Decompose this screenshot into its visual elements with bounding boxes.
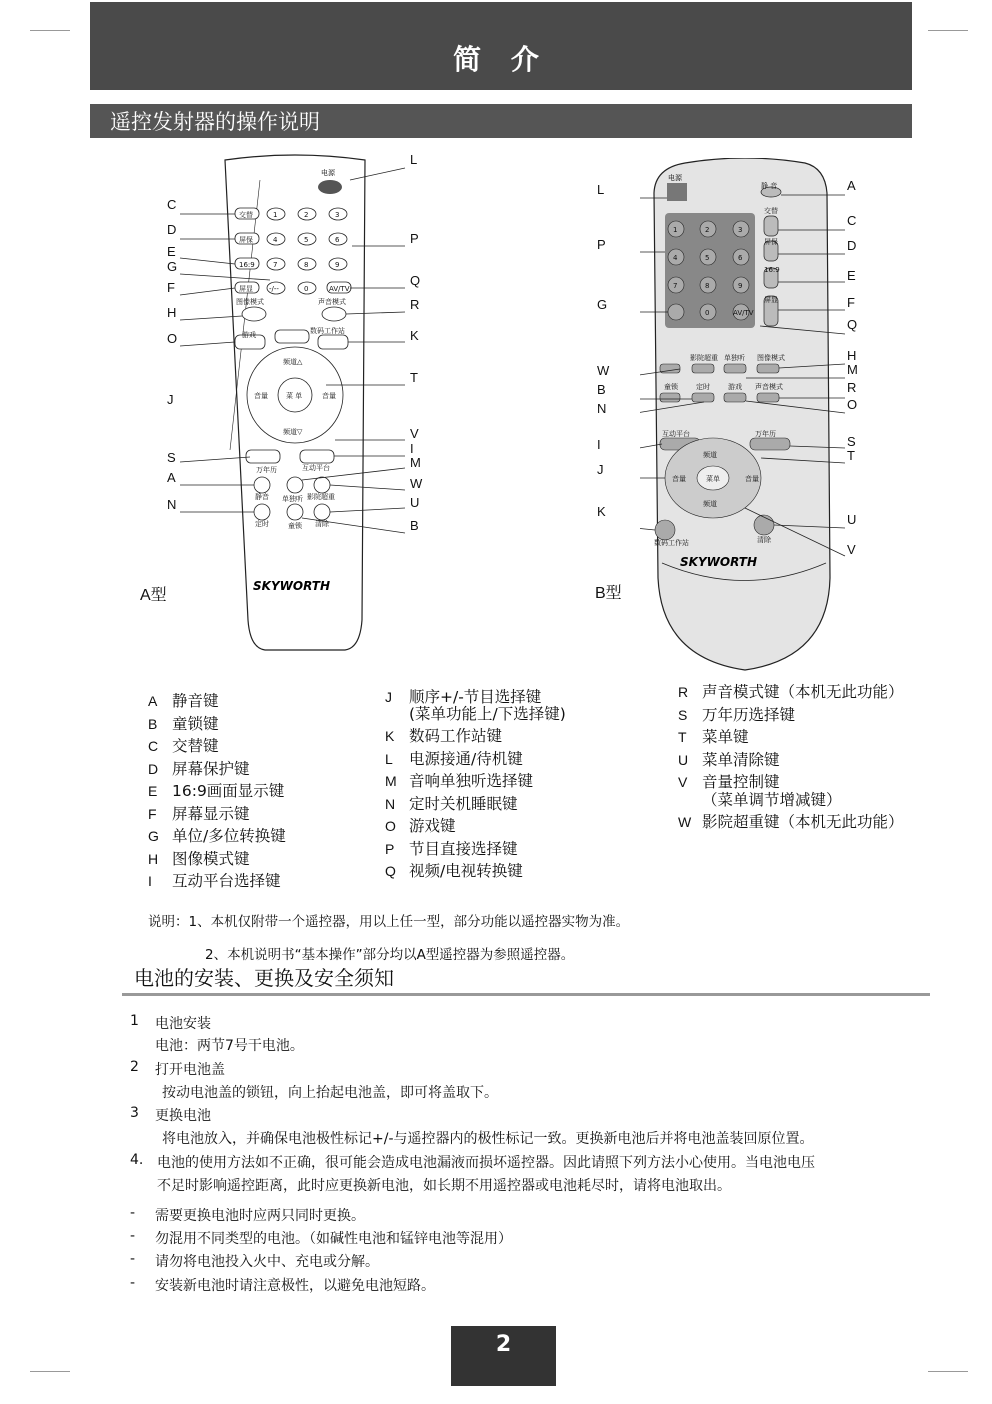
battery-item-4-line-2: 不足时影响遥控距离，此时应更换新电池，如长期不用遥控器或电池耗尽时，请将电池取出。 [157,1178,731,1194]
legend-item: F 屏幕显示键 [148,804,250,823]
svg-text:频道▽: 频道▽ [283,428,303,436]
legend-item: I 互动平台选择键 [148,872,281,890]
svg-text:音量: 音量 [672,475,686,483]
svg-text:7: 7 [273,261,278,269]
battery-item-2-text: 按动电池盖的锁钮，向上抬起电池盖，即可将盖取下。 [162,1085,498,1101]
svg-text:1: 1 [673,226,678,234]
svg-text:清除: 清除 [315,520,329,528]
legend-item: R 声音模式键（本机无此功能） [678,683,904,701]
svg-text:电源: 电源 [668,174,682,182]
legend-col-3 [678,681,904,834]
legend-item: P 节目直接选择键 [385,839,518,858]
battery-item-1-title: 电池安装 [155,1016,211,1032]
crop-mark-br [928,1371,968,1372]
remote-b-diagram [640,158,850,678]
svg-text:2: 2 [304,211,309,219]
legend-item: (菜单功能上/下选择键) [409,704,566,723]
remote-a-caption: A型 [140,587,167,604]
svg-text:4: 4 [273,236,278,244]
svg-text:AV/TV: AV/TV [733,309,754,317]
battery-item-2-num: 2 [130,1059,139,1075]
svg-text:6: 6 [335,236,340,244]
svg-text:声音模式: 声音模式 [755,383,783,391]
svg-text:0: 0 [705,309,710,317]
svg-text:0: 0 [304,285,309,293]
legend-item: D 屏幕保护键 [148,759,250,778]
svg-text:6: 6 [738,254,743,262]
legend-item: Q 视频/电视转换键 [385,862,523,880]
legend-item: B 童锁键 [148,714,219,733]
section-title-battery: 电池的安装、更换及安全须知 [134,966,394,990]
battery-item-3-title: 更换电池 [155,1108,211,1124]
crop-mark-tl [30,30,70,31]
legend-item: G 单位/多位转换键 [148,827,286,845]
svg-text:互动平台: 互动平台 [662,430,690,438]
legend-item: （菜单调节增减键） [702,790,842,809]
svg-text:影院超重: 影院超重 [307,493,335,501]
svg-text:屏保: 屏保 [764,238,778,246]
page-header [90,2,912,90]
remote-a-brand: SKYWORTH [253,579,330,593]
battery-bullet-4: 安装新电池时请注意极性，以避免电池短路。 [155,1278,435,1294]
battery-bullet-mark: - [130,1205,136,1221]
svg-text:童锁: 童锁 [664,383,678,391]
svg-text:音量: 音量 [254,392,268,400]
legend-item: K 数码工作站键 [385,727,503,745]
svg-text:2: 2 [705,226,710,234]
legend-item: S 万年历选择键 [678,705,796,724]
legend-item: C 交替键 [148,737,219,755]
legend-item: N 定时关机睡眠键 [385,794,518,813]
svg-text:游戏: 游戏 [728,383,742,391]
svg-text:5: 5 [705,254,710,262]
svg-text:菜 单: 菜 单 [286,392,303,400]
battery-item-4-line-1: 电池的使用方法如不正确，很可能会造成电池漏液而损坏遥控器。因此请照下列方法小心使用。当电池电压 [157,1155,815,1171]
svg-text:频道: 频道 [703,500,717,508]
legend-col-1 [148,690,286,893]
battery-bullet-mark: - [130,1228,136,1244]
battery-item-3-text: 将电池放入，并确保电池极性标记+/-与遥控器内的极性标记一致。更换新电池后并将电池盖装回原位置。 [162,1131,814,1147]
svg-text:16:9: 16:9 [239,261,255,269]
svg-text:声音模式: 声音模式 [318,298,346,306]
svg-text:万年历: 万年历 [256,466,277,474]
remote-a-power-label: 电源 [321,169,335,177]
svg-text:单独听: 单独听 [724,354,745,362]
svg-text:数码工作站: 数码工作站 [310,327,345,335]
remote-b-caption: B型 [595,585,622,602]
svg-text:图像模式: 图像模式 [757,354,785,362]
legend-item: L 电源接通/待机键 [385,749,523,768]
crop-mark-bl [30,1371,70,1372]
page-number: 2 [451,1326,556,1386]
svg-text:音量: 音量 [322,392,336,400]
legend-item: V 音量控制键 [678,773,780,791]
svg-text:5: 5 [304,236,309,244]
note-1: 说明：1、本机仅附带一个遥控器，用以上任一型，部分功能以遥控器实物为准。 [148,914,630,930]
svg-text:频道: 频道 [703,451,717,459]
svg-text:定时: 定时 [255,520,269,528]
remote-a-diagram [150,150,440,655]
svg-text:9: 9 [335,261,340,269]
battery-item-4-num: 4. [130,1152,144,1168]
svg-text:3: 3 [335,211,340,219]
legend-item: M 音响单独听选择键 [385,772,534,790]
svg-text:1: 1 [273,211,278,219]
legend-item: O 游戏键 [385,817,456,835]
battery-bullet-mark: - [130,1275,136,1291]
svg-text:静音: 静音 [255,493,269,501]
svg-text:屏显: 屏显 [239,285,253,293]
battery-item-1-text: 电池：两节7号干电池。 [155,1038,304,1054]
svg-text:数码工作站: 数码工作站 [654,539,689,547]
svg-text:交替: 交替 [239,211,253,219]
battery-bullet-3: 请勿将电池投入火中、充电或分解。 [155,1254,379,1270]
remote-a-power-button[interactable] [318,180,342,194]
section-divider [122,993,930,996]
svg-text:3: 3 [738,226,743,234]
battery-item-2-title: 打开电池盖 [155,1062,225,1078]
svg-text:音量: 音量 [745,475,759,483]
svg-text:频道△: 频道△ [283,358,303,366]
svg-text:游戏: 游戏 [242,331,256,339]
battery-bullet-1: 需要更换电池时应两只同时更换。 [155,1208,365,1224]
battery-bullet-mark: - [130,1251,136,1267]
svg-text:4: 4 [673,254,678,262]
svg-text:清除: 清除 [757,536,771,544]
legend-item: U 菜单清除键 [678,750,780,769]
svg-text:单独听: 单独听 [282,495,303,503]
svg-text:AV/TV: AV/TV [329,285,350,293]
battery-item-3-num: 3 [130,1105,139,1121]
svg-text:影院超重: 影院超重 [690,354,718,362]
svg-text:交替: 交替 [764,207,778,215]
section-title-remote: 遥控发射器的操作说明 [90,104,912,138]
svg-text:菜单: 菜单 [706,475,720,483]
svg-text:屏显: 屏显 [764,296,778,304]
remote-b-brand: SKYWORTH [680,555,757,569]
svg-text:8: 8 [705,282,710,290]
svg-text:万年历: 万年历 [755,430,776,438]
svg-text:图像模式: 图像模式 [236,298,264,306]
legend-item: A 静音键 [148,692,219,710]
svg-text:屏保: 屏保 [239,236,253,244]
page-title: 简 介 [453,43,549,76]
svg-text:8: 8 [304,261,309,269]
svg-text:7: 7 [673,282,678,290]
battery-bullet-2: 勿混用不同类型的电池。（如碱性电池和锰锌电池等混用） [155,1231,512,1247]
svg-text:16:9: 16:9 [764,266,780,274]
svg-text:互动平台: 互动平台 [302,464,330,472]
legend-item: W 影院超重键（本机无此功能） [678,813,904,831]
legend-item: H 图像模式键 [148,849,250,868]
legend-item: T 菜单键 [678,728,749,746]
legend-col-2 [385,686,566,883]
crop-mark-tr [928,30,968,31]
svg-text:-/--: -/-- [269,285,279,293]
legend-item: J 顺序+/-节目选择键 [385,688,542,706]
remote-b-power-button[interactable] [667,183,687,201]
svg-text:童锁: 童锁 [288,522,302,530]
note-2: 2、本机说明书“基本操作”部分均以A型遥控器为参照遥控器。 [205,947,575,963]
legend-item: E 16:9画面显示键 [148,782,285,800]
svg-text:9: 9 [738,282,743,290]
svg-text:静 音: 静 音 [761,182,778,190]
svg-text:定时: 定时 [696,383,710,391]
battery-item-1-num: 1 [130,1013,139,1029]
